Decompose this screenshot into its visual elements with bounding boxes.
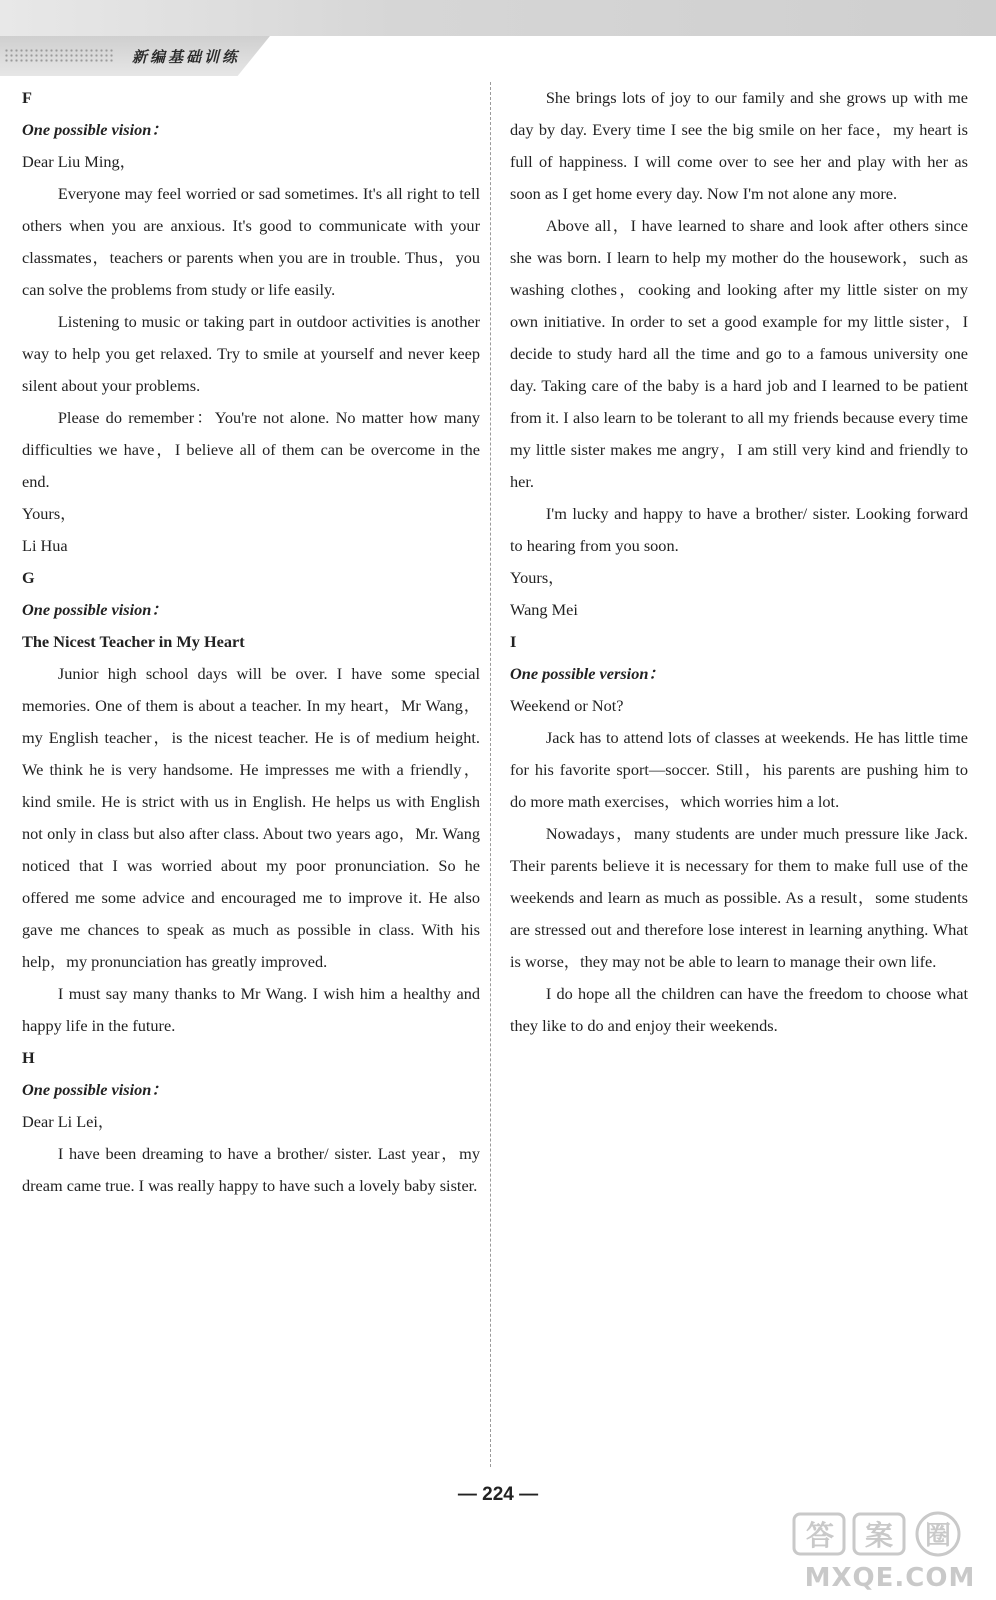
section-h-paragraph: Above all，I have learned to share and look after others since she was born. I learn to help my mother do the housework，such as washing clothes，cooking and looking after my little sister on my own initiative. In order to set a good example for my little sister，I decide to study hard all the time and go to a famous university one day. Taking care of the baby is a hard job and I learned to be patient from it. I also learn to be tolerant to all my friends because every time my little sister makes me angry，I am still very kind and friendly to her. <box>510 216 968 491</box>
svg-text:MXQE.COM: MXQE.COM <box>804 1563 976 1593</box>
section-h-paragraph: I have been dreaming to have a brother/ sister. Last year，my dream came true. I was really happy to have such a lovely baby sister. <box>22 1144 480 1195</box>
section-h-paragraph: I'm lucky and happy to have a brother/ sister. Looking forward to hearing from you soon. <box>510 504 968 555</box>
section-i-paragraph: Jack has to attend lots of classes at weekends. He has little time for his favorite sport—soccer. Still，his parents are pushing him to do more math exercises，which worries him a lot. <box>510 728 968 811</box>
section-i-paragraph: Nowadays，many students are under much pressure like Jack. Their parents believe it is necessary for them to make full use of the weekends and learn as much as possible. As a result，some students are stressed out and therefore lose interest in learning anything. What is worse，they may not be able to learn to manage their own life. <box>510 824 968 971</box>
section-letter-f: F <box>22 88 32 107</box>
section-i-paragraph: I do hope all the children can have the freedom to choose what they like to do and enjoy their weekends. <box>510 984 968 1035</box>
section-f-greeting: Dear Liu Ming， <box>22 152 136 171</box>
left-column <box>22 82 480 1202</box>
right-column <box>510 82 968 1042</box>
section-f-label: One possible vision： <box>22 120 168 139</box>
header-band <box>0 0 996 36</box>
section-letter-g: G <box>22 568 35 587</box>
section-h-label: One possible vision： <box>22 1080 168 1099</box>
page-number: — 224 — <box>457 1484 539 1505</box>
section-h-greeting: Dear Li Lei， <box>22 1112 115 1131</box>
svg-text:答: 答 <box>805 1519 835 1552</box>
column-divider <box>490 82 491 1467</box>
series-title: 新编基础训练 <box>132 48 241 66</box>
watermark-logo <box>790 1510 985 1594</box>
section-f-paragraph: Listening to music or taking part in outdoor activities is another way to help you get relaxed. Try to smile at yourself and never keep silent about your problems. <box>22 312 480 395</box>
section-f-closing: Yours， <box>22 504 77 523</box>
section-f-paragraph: Please do remember：You're not alone. No matter how many difficulties we have，I believe all of them can be overcome in the end. <box>22 408 480 491</box>
section-f-paragraph: Everyone may feel worried or sad sometimes. It's all right to tell others when you are anxious. It's good to communicate with your classmates，teachers or parents when you are in trouble. Thus，you can solve the problems from study or life easily. <box>22 184 480 299</box>
section-letter-h: H <box>22 1048 35 1067</box>
section-g-paragraph: I must say many thanks to Mr Wang. I wish him a healthy and happy life in the future. <box>22 984 480 1035</box>
section-h-paragraph: She brings lots of joy to our family and she grows up with me day by day. Every time I see the big smile on her face，my heart is full of happiness. I will come over to see her and play with her as soon as I get home every day. Now I'm not alone any more. <box>510 88 968 203</box>
header-dot-pattern <box>4 48 114 64</box>
section-g-title: The Nicest Teacher in My Heart <box>22 632 245 651</box>
section-g-paragraph: Junior high school days will be over. I have some special memories. One of them is about a teacher. In my heart，Mr Wang，my English teacher，is the nicest teacher. He is of medium height. We think he is very handsome. He impresses me with a friendly，kind smile. He is strict with us in English. He helps us with English not only in class but also after class. About two years ago，Mr. Wang noticed that I was worried about my poor pronunciation. So he offered me some advice and encouraged me to improve it. He also gave me chances to speak as much as possible in class. With his help，my pronunciation has greatly improved. <box>22 664 480 971</box>
section-g-label: One possible vision： <box>22 600 168 619</box>
section-i-title: Weekend or Not? <box>510 696 624 715</box>
section-h-closing: Yours， <box>510 568 565 587</box>
section-f-signature: Li Hua <box>22 536 68 555</box>
svg-text:圈: 圈 <box>924 1521 952 1551</box>
section-h-signature: Wang Mei <box>510 600 578 619</box>
section-letter-i: I <box>510 632 517 651</box>
section-i-label: One possible version： <box>510 664 665 683</box>
svg-text:案: 案 <box>864 1519 894 1552</box>
